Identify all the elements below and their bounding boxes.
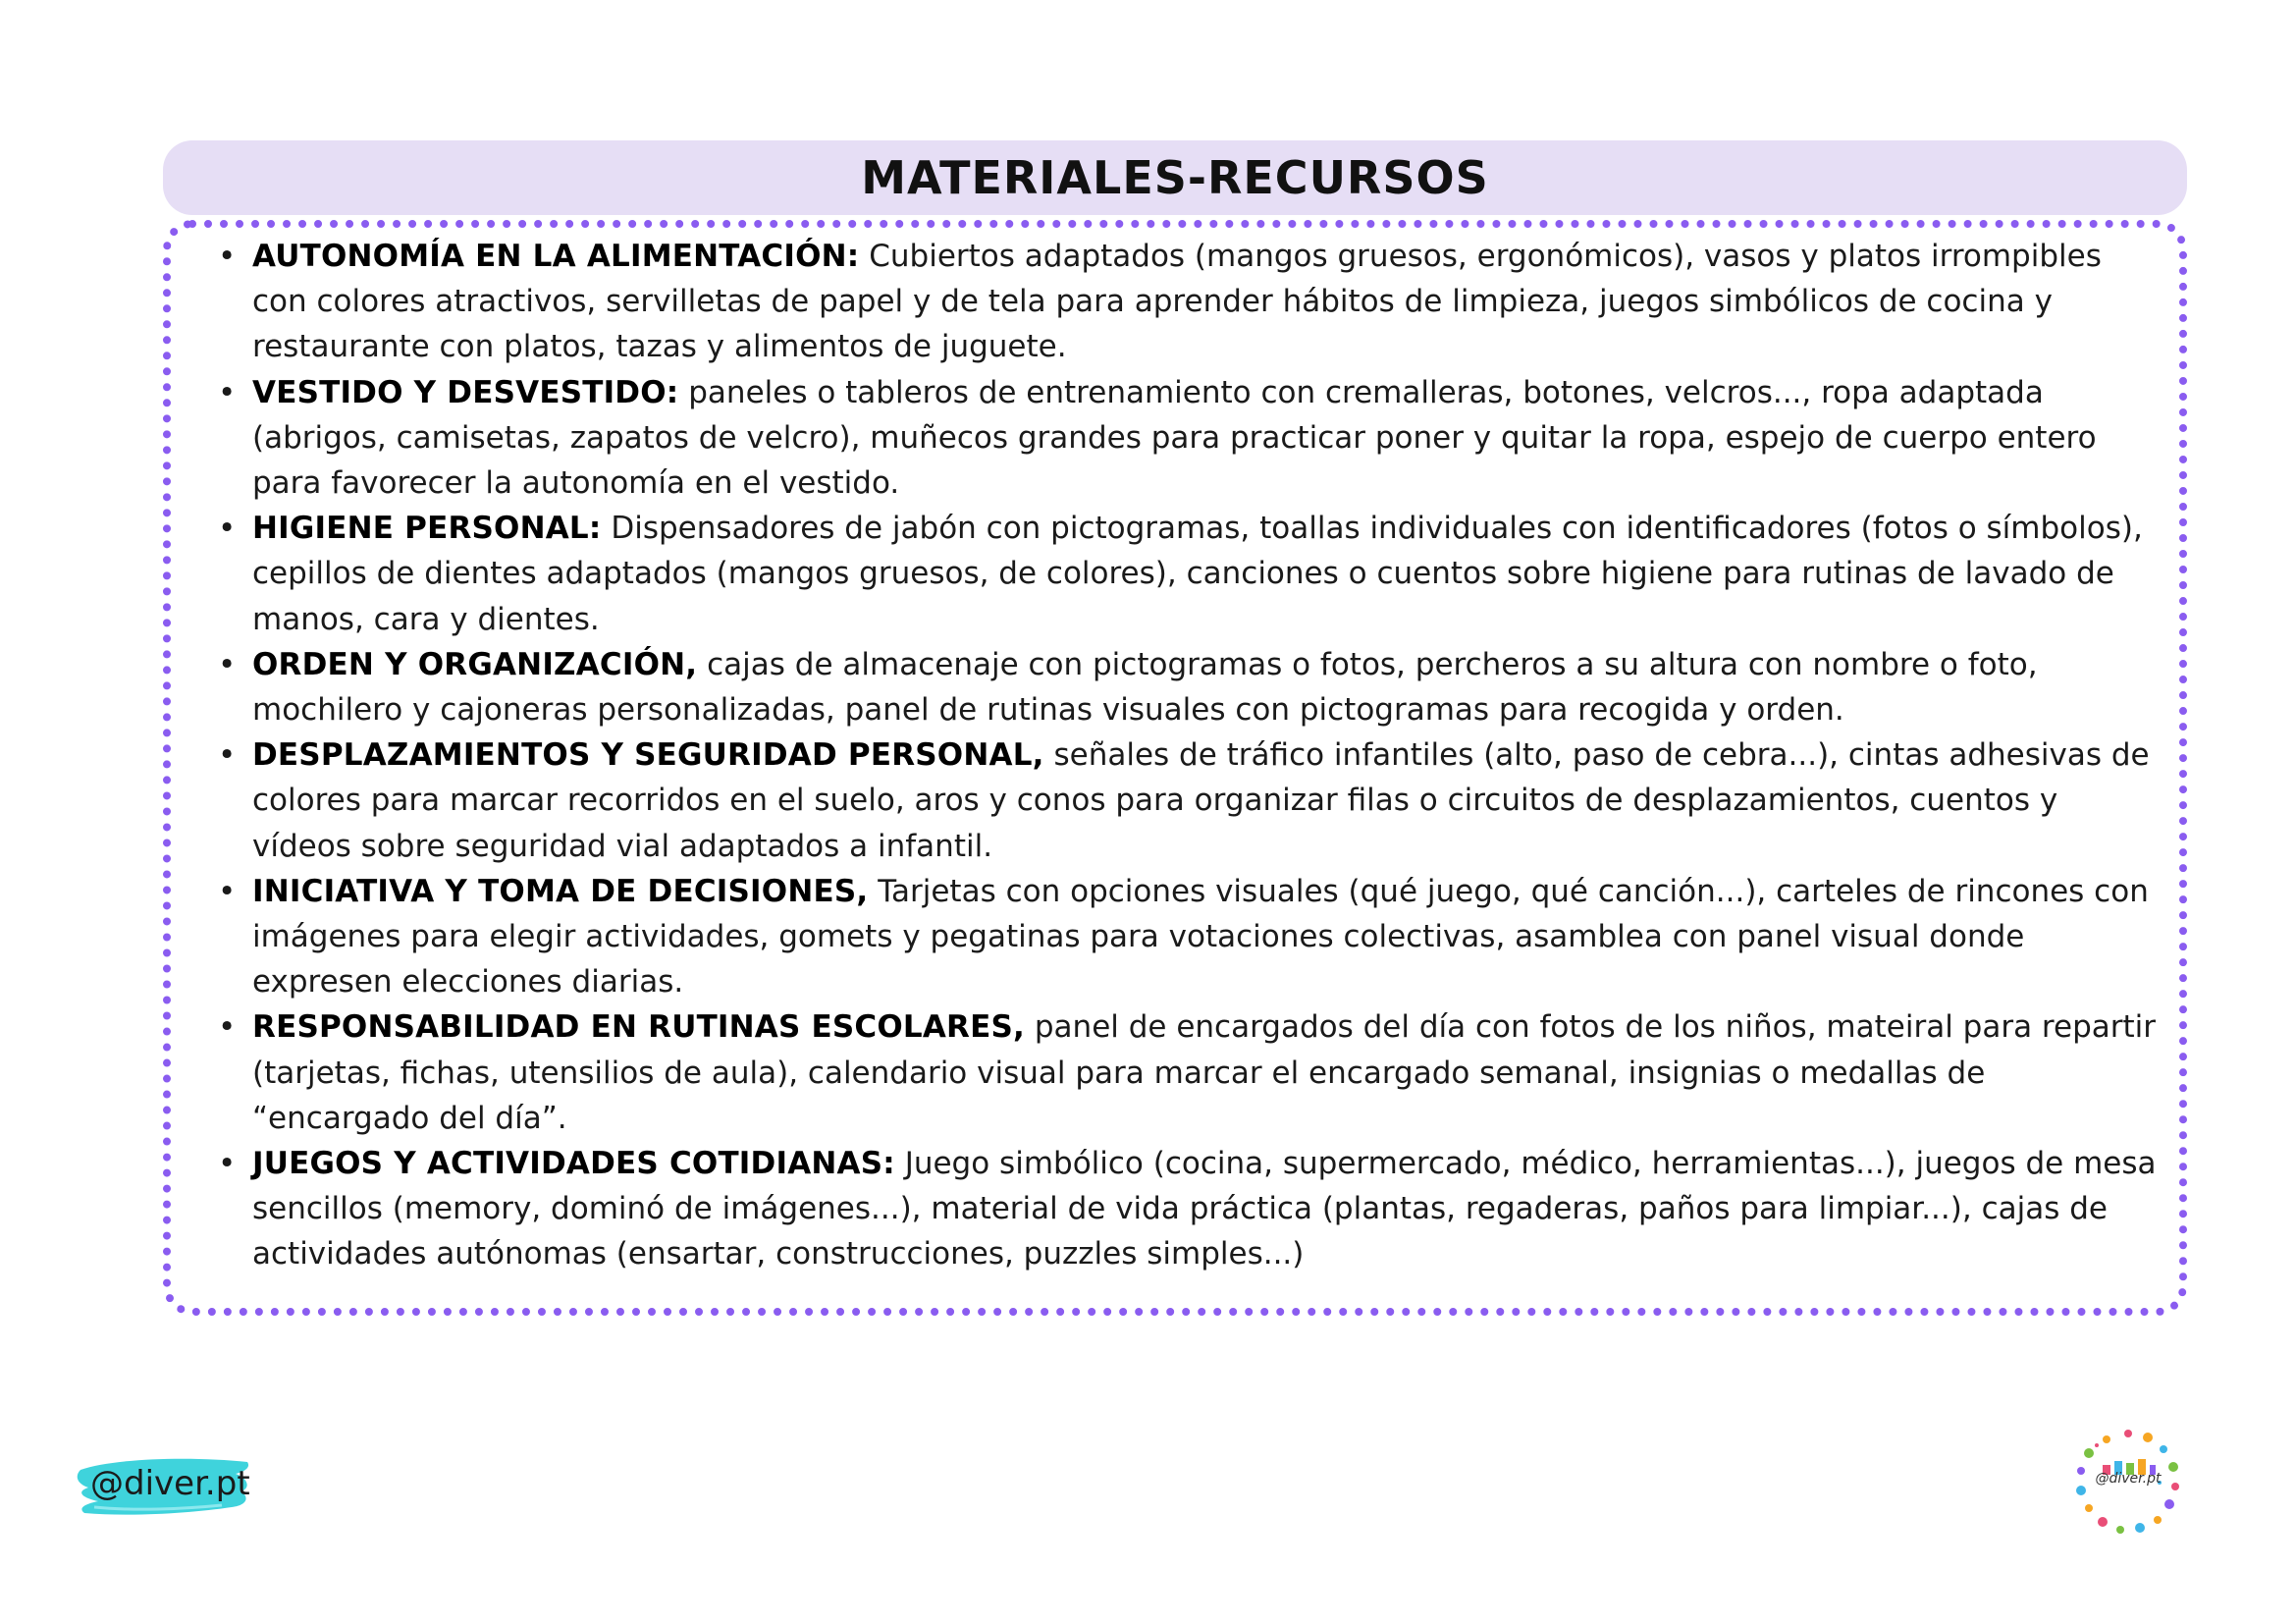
resources-list	[218, 234, 2157, 1277]
list-item	[218, 506, 2157, 642]
item-text: Tarjetas con opciones visuales (qué juego, qué canción...), carteles de rincones con imágenes para elegir actividades, gomets y pegatinas para votaciones colectivas, asamblea con panel visual donde expresen elecciones diarias.	[252, 873, 2149, 1001]
list-item	[218, 732, 2157, 869]
bullet-icon: •	[218, 239, 237, 274]
item-title: INICIATIVA Y TOMA DE DECISIONES,	[252, 873, 869, 909]
item-text: Cubiertos adaptados (mangos gruesos, ergonómicos), vasos y platos irrompibles con colores atractivos, servilletas de papel y de tela para aprender hábitos de limpieza, juegos simbólicos de cocina y restaurante con platos, tazas y alimentos de juguete.	[252, 239, 2102, 365]
item-text: panel de encargados del día con fotos de los niños, mateiral para repartir (tarjetas, fichas, utensilios de aula), calendario visual para marcar el encargado semanal, insignias o medallas de “encargado del día”.	[252, 1009, 2156, 1136]
bullet-icon: •	[218, 511, 237, 547]
item-title: ORDEN Y ORGANIZACIÓN,	[252, 646, 698, 682]
item-title: RESPONSABILIDAD EN RUTINAS ESCOLARES,	[252, 1009, 1026, 1046]
item-text: Dispensadores de jabón con pictogramas, toallas individuales con identificadores (fotos o símbolos), cepillos de dientes adaptados (mangos gruesos, de colores), canciones o cuentos sobre higiene para rutinas de lavado de manos, cara y dientes.	[252, 511, 2143, 637]
page-title: MATERIALES-RECURSOS	[861, 151, 1489, 204]
item-title: JUEGOS Y ACTIVIDADES COTIDIANAS:	[252, 1146, 895, 1182]
bullet-icon: •	[218, 646, 237, 682]
bullet-icon: •	[218, 1009, 237, 1046]
social-handle: @diver.pt	[90, 1464, 250, 1503]
brand-logo	[2069, 1422, 2187, 1540]
logo-handle: @diver.pt	[2095, 1471, 2162, 1487]
item-title: AUTONOMÍA EN LA ALIMENTACIÓN:	[252, 239, 860, 274]
list-item	[218, 370, 2157, 507]
item-text: señales de tráfico infantiles (alto, paso de cebra...), cintas adhesivas de colores para marcar recorridos en el suelo, aros y conos para organizar filas o circuitos de desplazamientos, cuentos y vídeos sobre seguridad vial adaptados a infantil.	[252, 737, 2150, 864]
list-item	[218, 1004, 2157, 1141]
item-text: cajas de almacenaje con pictogramas o fotos, percheros a su altura con nombre o foto, mochilero y cajoneras personalizadas, panel de rutinas visuales con pictogramas para recogida y orden.	[252, 646, 2038, 729]
bullet-icon: •	[218, 737, 237, 774]
bullet-icon: •	[218, 873, 237, 909]
item-title: DESPLAZAMIENTOS Y SEGURIDAD PERSONAL,	[252, 737, 1044, 774]
item-text: Juego simbólico (cocina, supermercado, médico, herramientas...), juegos de mesa sencillos (memory, dominó de imágenes...), material de vida práctica (plantas, regaderas, paños para limpiar...), cajas de actividades autónomas (ensartar, construcciones, puzzles simples...)	[252, 1146, 2157, 1272]
list-item	[218, 1141, 2157, 1277]
item-title: HIGIENE PERSONAL:	[252, 511, 602, 547]
title-banner	[163, 140, 2187, 215]
list-item	[218, 642, 2157, 732]
list-item	[218, 869, 2157, 1005]
social-handle-badge	[75, 1448, 253, 1523]
item-title: VESTIDO Y DESVESTIDO:	[252, 374, 679, 410]
item-text: paneles o tableros de entrenamiento con cremalleras, botones, velcros..., ropa adaptada (abrigos, camisetas, zapatos de velcro), muñecos grandes para practicar poner y quitar la ropa, espejo de cuerpo entero para favorecer la autonomía en el vestido.	[252, 374, 2097, 502]
list-item	[218, 234, 2157, 370]
bullet-icon: •	[218, 1146, 237, 1182]
bullet-icon: •	[218, 374, 237, 410]
